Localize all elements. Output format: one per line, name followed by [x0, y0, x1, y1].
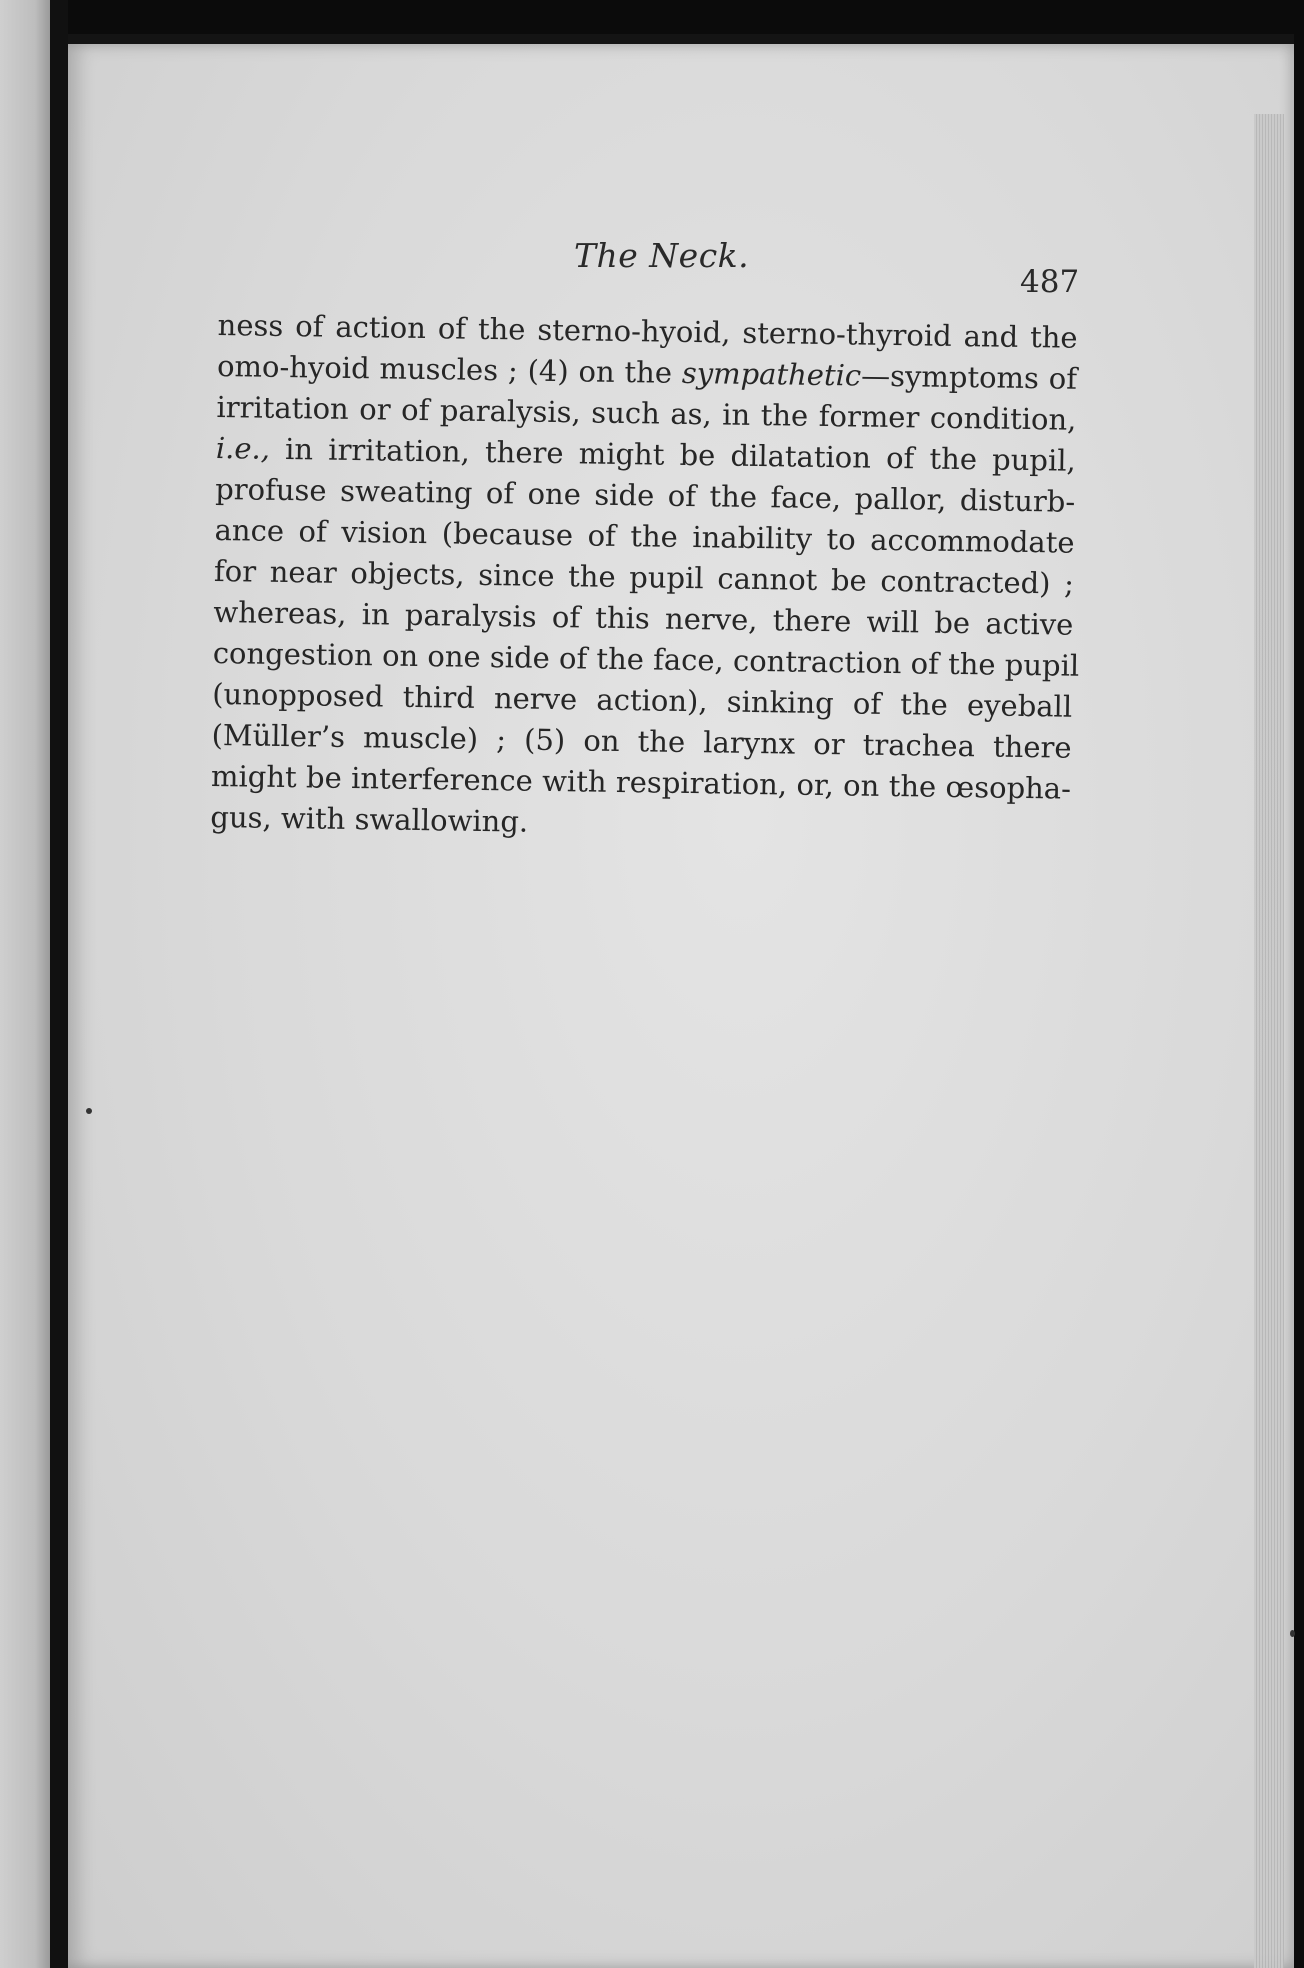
text-run: (unopposed third nerve action), sinking of the eyeball	[211, 676, 1073, 724]
italic-term: sympathetic	[681, 355, 862, 393]
text-run: —symptoms of	[860, 358, 1078, 396]
text-run: congestion on one side of the face, contraction of the pupil	[212, 635, 1080, 683]
page-edge-stack	[1254, 114, 1284, 1968]
text-run: irritation or of paralysis, such as, in the former condition,	[216, 389, 1077, 437]
text-run: ance of vision (because of the inability to accommodate	[214, 512, 1075, 560]
text-run: in irritation, there might be dilatation of the pupil,	[269, 431, 1077, 478]
text-run: (Müller’s muscle) ; (5) on the larynx or trachea there	[211, 717, 1072, 765]
text-run: omo-hyoid muscles ; (4) on the	[216, 348, 683, 390]
left-page-edge	[0, 0, 50, 1968]
paper-speck	[86, 1108, 92, 1114]
text-run: whereas, in paralysis of this nerve, there will be active	[213, 594, 1074, 642]
page-number: 487	[1020, 264, 1080, 300]
text-run: gus, with swallowing.	[210, 799, 529, 839]
text-run: profuse sweating of one side of the face, pallor, disturb-	[215, 471, 1076, 519]
running-head	[200, 236, 1080, 300]
running-title: The Neck.	[574, 236, 750, 275]
paper-speck	[1290, 1630, 1295, 1637]
text-run: for near objects, since the pupil cannot be contracted) ;	[213, 553, 1075, 601]
gutter-shadow	[50, 0, 68, 1968]
body-paragraph	[210, 305, 1078, 851]
text-run: might be interference with respiration, or, on the œsopha-	[210, 758, 1072, 806]
italic-term: i.e.,	[215, 430, 271, 466]
text-run: ness of action of the sterno-hyoid, sterno-thyroid and the	[217, 307, 1078, 355]
